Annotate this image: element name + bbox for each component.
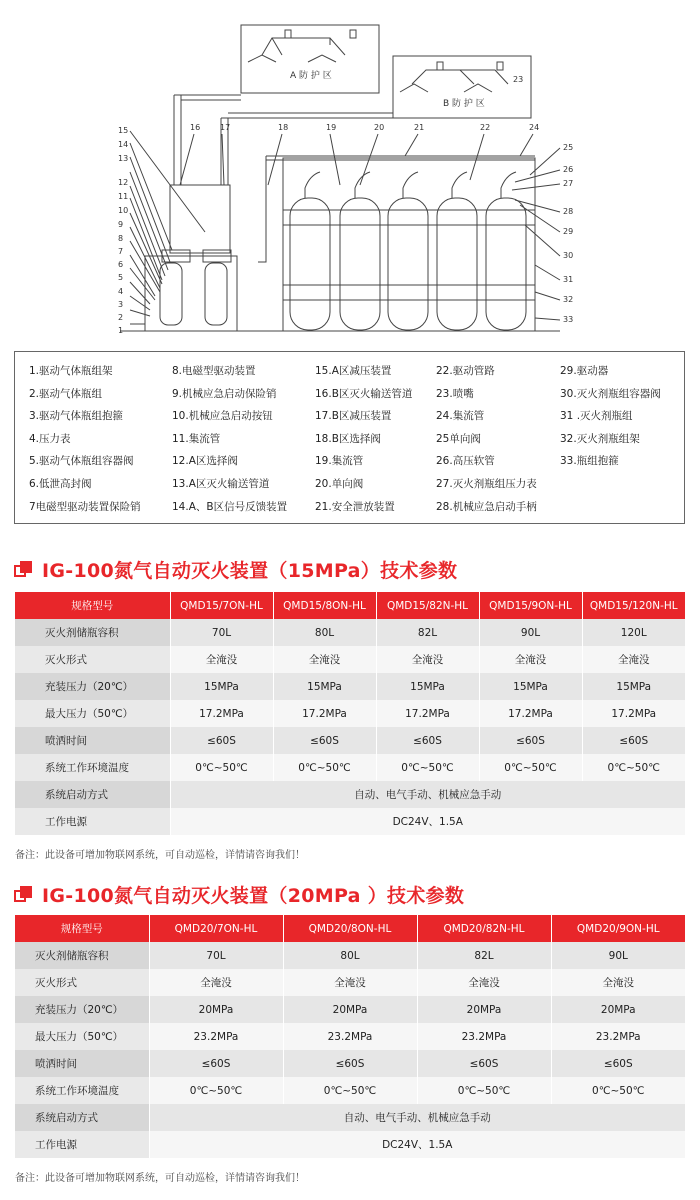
legend-item: 27.灭火剂瓶组压力表 — [436, 477, 537, 490]
table-cell: 80L — [273, 619, 376, 646]
callout: 13 — [118, 154, 129, 163]
table-row — [15, 942, 685, 969]
table-cell: 17.2MPa — [273, 700, 376, 727]
callout: 22 — [480, 123, 491, 132]
legend-item: 30.灭火剂瓶组容器阀 — [560, 387, 661, 400]
table-cell: ≤60S — [479, 727, 582, 754]
legend-item: 18.B区选择阀 — [315, 432, 381, 445]
table-cell: 20MPa — [551, 996, 685, 1023]
section1-title — [14, 556, 457, 583]
table-cell: 23.2MPa — [283, 1023, 417, 1050]
column-header: QMD15/9ON-HL — [479, 592, 582, 619]
table-row — [15, 996, 685, 1023]
legend-item: 21.安全泄放装置 — [315, 500, 395, 513]
callout: 18 — [278, 123, 289, 132]
table-cell: 0℃~50℃ — [149, 1077, 283, 1104]
callout: 9 — [118, 220, 124, 229]
table-cell: 23.2MPa — [417, 1023, 551, 1050]
callout: 26 — [563, 165, 574, 174]
table-cell: ≤60S — [273, 727, 376, 754]
legend-item: 2.驱动气体瓶组 — [29, 387, 103, 400]
column-header: QMD20/8ON-HL — [283, 915, 417, 942]
callout: 4 — [118, 287, 124, 296]
right-callouts — [563, 143, 573, 324]
row-label: 灭火剂储瓶容积 — [15, 619, 170, 646]
legend-item: 29.驱动器 — [560, 365, 609, 377]
table-header-row — [15, 915, 685, 942]
table-row — [15, 1131, 685, 1158]
callout: 16 — [190, 123, 201, 132]
table-cell: ≤60S — [551, 1050, 685, 1077]
table-cell: 全淹没 — [149, 969, 283, 996]
table-cell: 17.2MPa — [479, 700, 582, 727]
row-label: 充装压力（20℃） — [15, 673, 170, 700]
callout: 33 — [563, 315, 574, 324]
zone-a-label: A 防 护 区 — [290, 71, 332, 81]
table-cell: 全淹没 — [170, 646, 273, 673]
left-callouts — [118, 126, 128, 335]
table-cell: 0℃~50℃ — [273, 754, 376, 781]
column-header: 规格型号 — [15, 915, 149, 942]
legend-item: 31 .灭火剂瓶组 — [560, 410, 633, 423]
row-label: 系统工作环境温度 — [15, 754, 170, 781]
table-cell-merged: DC24V、1.5A — [170, 808, 685, 835]
agent-cylinders — [290, 198, 526, 330]
table-cell: 23.2MPa — [149, 1023, 283, 1050]
callout: 21 — [414, 123, 425, 132]
table-row — [15, 754, 685, 781]
section-bullet-icon — [14, 561, 36, 579]
row-label: 系统工作环境温度 — [15, 1077, 149, 1104]
callout: 27 — [563, 179, 574, 188]
callout: 29 — [563, 227, 574, 236]
table-cell: 全淹没 — [551, 969, 685, 996]
spec-table-15mpa — [15, 592, 685, 835]
callout: 20 — [374, 123, 385, 132]
callout: 12 — [118, 178, 129, 187]
table-cell: 20MPa — [283, 996, 417, 1023]
table-row — [15, 727, 685, 754]
legend-item: 23.喷嘴 — [436, 387, 474, 400]
callout: 24 — [529, 123, 540, 132]
table-cell: 15MPa — [376, 673, 479, 700]
table-row — [15, 619, 685, 646]
row-label: 系统启动方式 — [15, 781, 170, 808]
table-cell: 20MPa — [417, 996, 551, 1023]
table-cell: 15MPa — [170, 673, 273, 700]
table-cell: 全淹没 — [283, 969, 417, 996]
section1-note: 备注：此设备可增加物联网系统，可自动巡检，详情请咨询我们！ — [15, 850, 305, 861]
callout: 5 — [118, 273, 124, 282]
table-cell: 15MPa — [273, 673, 376, 700]
table-cell: ≤60S — [149, 1050, 283, 1077]
table-cell: 120L — [582, 619, 685, 646]
table-cell: 90L — [479, 619, 582, 646]
section2-title-text: IG-100氮气自动灭火装置（20MPa ）技术参数 — [42, 885, 465, 907]
table-row — [15, 969, 685, 996]
legend-item: 25单向阀 — [436, 432, 481, 445]
legend-item: 22.驱动管路 — [436, 365, 495, 377]
table-cell: ≤60S — [417, 1050, 551, 1077]
legend-item: 33.瓶组抱箍 — [560, 455, 619, 468]
table-cell: 全淹没 — [273, 646, 376, 673]
callout: 25 — [563, 143, 574, 152]
table-row — [15, 1050, 685, 1077]
callout: 15 — [118, 126, 129, 135]
callout: 14 — [118, 140, 129, 149]
table-cell: 全淹没 — [376, 646, 479, 673]
section-bullet-icon — [14, 886, 36, 904]
table-row — [15, 1104, 685, 1131]
table-row — [15, 673, 685, 700]
spec-table-20mpa — [15, 915, 685, 1158]
table-cell: 80L — [283, 942, 417, 969]
row-label: 灭火剂储瓶容积 — [15, 942, 149, 969]
num-23: 23 — [513, 75, 524, 84]
zone-b-label: B 防 护 区 — [443, 99, 485, 109]
legend-item: 17.B区减压装置 — [315, 410, 392, 423]
row-label: 工作电源 — [15, 1131, 149, 1158]
column-header: QMD15/82N-HL — [376, 592, 479, 619]
column-header: QMD20/7ON-HL — [149, 915, 283, 942]
section1-title-text: IG-100氮气自动灭火装置（15MPa）技术参数 — [42, 560, 458, 582]
legend-item: 32.灭火剂瓶组架 — [560, 432, 640, 445]
table-cell: 70L — [149, 942, 283, 969]
table-row — [15, 1023, 685, 1050]
legend-item: 7电磁型驱动装置保险销 — [29, 500, 141, 513]
row-label: 最大压力（50℃） — [15, 1023, 149, 1050]
legend-item: 26.高压软管 — [436, 455, 495, 468]
column-header: QMD20/82N-HL — [417, 915, 551, 942]
legend-item: 20.单向阀 — [315, 477, 364, 490]
section2-title — [14, 881, 464, 908]
table-cell: 20MPa — [149, 996, 283, 1023]
callout: 30 — [563, 251, 574, 260]
table-cell: 0℃~50℃ — [417, 1077, 551, 1104]
agent-rack — [283, 158, 535, 331]
table-cell: 全淹没 — [479, 646, 582, 673]
section2-note: 备注：此设备可增加物联网系统，可自动巡检，详情请咨询我们！ — [15, 1173, 305, 1184]
callout: 11 — [118, 192, 129, 201]
legend-column — [315, 360, 412, 518]
legend-column — [436, 360, 537, 518]
callout: 19 — [326, 123, 337, 132]
legend-item: 13.A区灭火输送管道 — [172, 477, 270, 490]
callout: 10 — [118, 206, 129, 215]
row-label: 喷洒时间 — [15, 1050, 149, 1077]
table-cell: 0℃~50℃ — [283, 1077, 417, 1104]
table-row — [15, 781, 685, 808]
table-cell: 17.2MPa — [170, 700, 273, 727]
legend-item: 8.电磁型驱动装置 — [172, 365, 256, 377]
table-row — [15, 808, 685, 835]
callout: 17 — [220, 123, 231, 132]
table-cell: 0℃~50℃ — [376, 754, 479, 781]
legend-item: 24.集流管 — [436, 410, 485, 423]
table-cell: 90L — [551, 942, 685, 969]
table-cell-merged: 自动、电气手动、机械应急手动 — [170, 781, 685, 808]
table-cell: 17.2MPa — [582, 700, 685, 727]
table-cell: ≤60S — [376, 727, 479, 754]
legend-item: 1.驱动气体瓶组架 — [29, 365, 113, 377]
table-row — [15, 646, 685, 673]
callout: 31 — [563, 275, 574, 284]
row-label: 工作电源 — [15, 808, 170, 835]
table-cell: ≤60S — [283, 1050, 417, 1077]
table-cell: 15MPa — [582, 673, 685, 700]
callout: 28 — [563, 207, 574, 216]
legend-item: 10.机械应急启动按钮 — [172, 410, 273, 423]
row-label: 系统启动方式 — [15, 1104, 149, 1131]
column-header: QMD15/120N-HL — [582, 592, 685, 619]
legend-item: 9.机械应急启动保险销 — [172, 387, 277, 400]
legend-item: 6.低泄高封阀 — [29, 477, 92, 490]
callout: 6 — [118, 260, 124, 269]
column-header: 规格型号 — [15, 592, 170, 619]
row-label: 充装压力（20℃） — [15, 996, 149, 1023]
callout: 7 — [118, 247, 124, 256]
table-cell: 23.2MPa — [551, 1023, 685, 1050]
legend-item: 12.A区选择阀 — [172, 455, 238, 468]
table-cell: 0℃~50℃ — [479, 754, 582, 781]
row-label: 喷洒时间 — [15, 727, 170, 754]
column-header: QMD20/9ON-HL — [551, 915, 685, 942]
callout: 32 — [563, 295, 574, 304]
table-cell: ≤60S — [170, 727, 273, 754]
row-label: 灭火形式 — [15, 969, 149, 996]
drive-rack — [145, 256, 237, 331]
table-cell: 0℃~50℃ — [582, 754, 685, 781]
callout: 8 — [118, 234, 124, 243]
row-label: 最大压力（50℃） — [15, 700, 170, 727]
table-cell: 全淹没 — [582, 646, 685, 673]
table-cell: 0℃~50℃ — [551, 1077, 685, 1104]
table-cell: 70L — [170, 619, 273, 646]
callout: 1 — [118, 326, 124, 335]
table-cell-merged: DC24V、1.5A — [149, 1131, 685, 1158]
callout: 3 — [118, 300, 124, 309]
table-header-row — [15, 592, 685, 619]
legend-item: 16.B区灭火输送管道 — [315, 387, 413, 400]
table-cell: 15MPa — [479, 673, 582, 700]
parts-legend — [14, 351, 685, 524]
table-cell: ≤60S — [582, 727, 685, 754]
table-cell: 0℃~50℃ — [170, 754, 273, 781]
table-row — [15, 1077, 685, 1104]
zone-a-box — [241, 25, 379, 93]
legend-item: 4.压力表 — [29, 432, 71, 445]
legend-column — [560, 360, 661, 473]
table-row — [15, 700, 685, 727]
system-diagram — [0, 0, 700, 345]
legend-item: 28.机械应急启动手柄 — [436, 500, 537, 513]
legend-item: 11.集流管 — [172, 432, 221, 445]
table-cell-merged: 自动、电气手动、机械应急手动 — [149, 1104, 685, 1131]
legend-item: 19.集流管 — [315, 455, 364, 468]
column-header: QMD15/8ON-HL — [273, 592, 376, 619]
legend-item: 5.驱动气体瓶组容器阀 — [29, 455, 134, 468]
table-cell: 82L — [417, 942, 551, 969]
table-cell: 17.2MPa — [376, 700, 479, 727]
table-cell: 82L — [376, 619, 479, 646]
legend-item: 3.驱动气体瓶组抱箍 — [29, 410, 124, 423]
legend-column — [29, 360, 141, 518]
legend-item: 15.A区减压装置 — [315, 365, 392, 377]
top-callouts — [190, 123, 539, 132]
legend-column — [172, 360, 287, 518]
column-header: QMD15/7ON-HL — [170, 592, 273, 619]
callout: 2 — [118, 313, 124, 322]
legend-item: 14.A、B区信号反馈装置 — [172, 500, 288, 513]
table-cell: 全淹没 — [417, 969, 551, 996]
row-label: 灭火形式 — [15, 646, 170, 673]
